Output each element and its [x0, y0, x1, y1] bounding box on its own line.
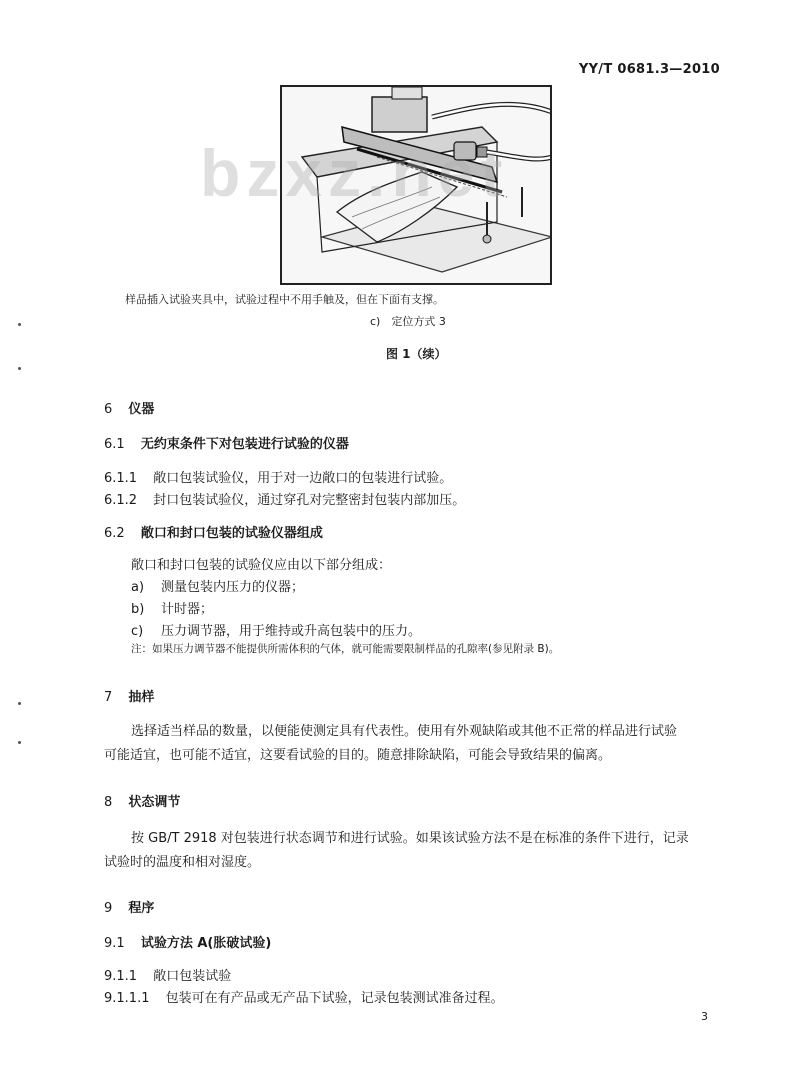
section-6-2-note: 注：如果压力调节器不能提供所需体积的气体，就可能需要限制样品的孔隙率(参见附录 B)。	[131, 643, 560, 655]
clause-number: 6.1.2	[104, 493, 138, 508]
list-marker: b)	[131, 602, 145, 617]
section-7-heading	[104, 686, 154, 705]
section-6-2-heading	[104, 522, 323, 541]
watermark: bzxz.net	[200, 136, 509, 210]
list-text: 测量包装内压力的仪器；	[161, 580, 305, 595]
section-title: 敞口和封口包装的试验仪器组成	[140, 526, 323, 541]
list-marker: c)	[131, 624, 144, 639]
section-8-paragraph-line-2: 试验时的温度和相对湿度。	[104, 855, 261, 870]
section-title: 试验方法 A(胀破试验)	[140, 936, 272, 951]
section-number: 9	[104, 901, 113, 916]
scan-speck	[18, 367, 21, 370]
section-title: 无约束条件下对包装进行试验的仪器	[140, 437, 349, 452]
section-9-heading	[104, 897, 154, 916]
figure-caption: 图 1（续）	[386, 347, 447, 361]
clause-6-1-1	[104, 467, 452, 486]
section-number: 6	[104, 402, 113, 417]
list-marker: a)	[131, 580, 145, 595]
clause-9-1-1	[104, 965, 231, 984]
list-item	[131, 598, 213, 617]
section-7-paragraph-line-1: 选择适当样品的数量，以便能使测定具有代表性。使用有外观缺陷或其他不正常的样品进行试验	[131, 724, 678, 739]
clause-number: 9.1.1.1	[104, 991, 150, 1006]
standard-number: YY/T 0681.3—2010	[578, 62, 720, 77]
section-6-1-heading	[104, 433, 349, 452]
section-8-heading	[104, 791, 180, 810]
clause-9-1-1-1	[104, 987, 504, 1006]
list-item	[131, 620, 421, 639]
list-text: 压力调节器，用于维持或升高包装中的压力。	[161, 624, 422, 639]
section-6-heading	[104, 398, 154, 417]
clause-text: 敞口包装试验仪，用于对一边敞口的包装进行试验。	[153, 471, 453, 486]
section-title: 程序	[128, 901, 155, 916]
clause-text: 包装可在有产品或无产品下试验，记录包装测试准备过程。	[165, 991, 504, 1006]
clause-text: 封口包装试验仪，通过穿孔对完整密封包装内部加压。	[153, 493, 466, 508]
clause-number: 9.1.1	[104, 969, 138, 984]
section-title: 仪器	[128, 402, 155, 417]
section-7-paragraph-line-2: 可能适宜，也可能不适宜，这要看试验的目的。随意排除缺陷，可能会导致结果的偏离。	[104, 748, 612, 763]
section-9-1-heading	[104, 932, 271, 951]
section-number: 6.1	[104, 437, 125, 452]
page-number: 3	[701, 1010, 708, 1023]
list-item	[131, 576, 304, 595]
section-number: 8	[104, 795, 113, 810]
scan-speck	[18, 323, 21, 326]
section-number: 7	[104, 690, 113, 705]
section-title: 抽样	[128, 690, 155, 705]
clause-text: 敞口包装试验	[153, 969, 232, 984]
scan-speck	[18, 702, 21, 705]
section-number: 6.2	[104, 526, 125, 541]
section-6-2-intro: 敞口和封口包装的试验仪应由以下部分组成：	[131, 558, 392, 573]
scan-speck	[18, 741, 21, 744]
figure-note: 样品插入试验夹具中，试验过程中不用手触及，但在下面有支撑。	[125, 293, 444, 306]
list-text: 计时器；	[161, 602, 214, 617]
section-number: 9.1	[104, 936, 125, 951]
section-title: 状态调节	[128, 795, 181, 810]
figure-subcaption: c) 定位方式 3	[370, 315, 446, 328]
clause-6-1-2	[104, 489, 465, 508]
section-8-paragraph-line-1: 按 GB/T 2918 对包装进行状态调节和进行试验。如果该试验方法不是在标准的条件下进行，记录	[131, 831, 689, 846]
clause-number: 6.1.1	[104, 471, 138, 486]
